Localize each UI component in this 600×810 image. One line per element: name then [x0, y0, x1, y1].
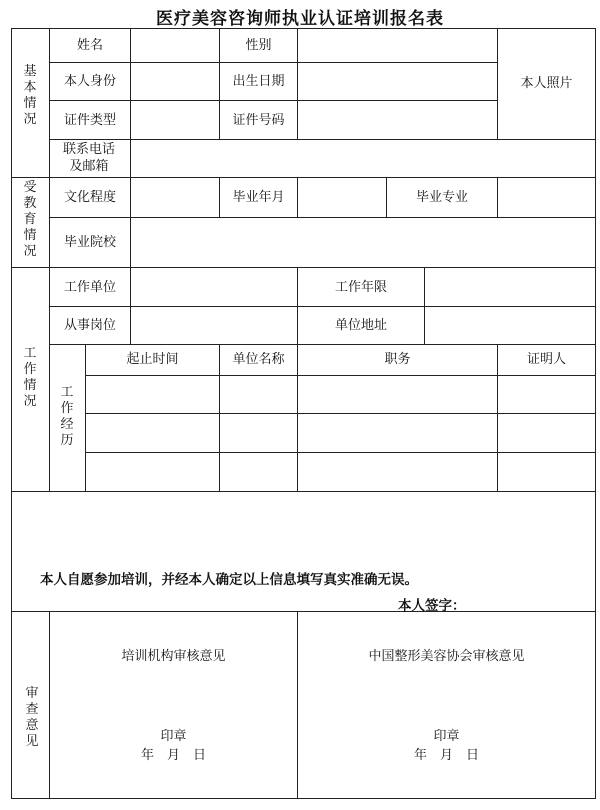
- org-date-label: 年 月 日: [140, 748, 206, 763]
- section-education-label: 受教育情况: [23, 180, 37, 259]
- history-header-position: 职务: [384, 352, 411, 367]
- signature-label: 本人签字：: [398, 598, 466, 614]
- birth-field[interactable]: [298, 63, 497, 100]
- major-label: 毕业专业: [415, 190, 468, 205]
- assoc-review-label: 中国整形美容协会审核意见: [368, 649, 525, 664]
- doc-no-field[interactable]: [298, 101, 497, 139]
- photo-label: 本人照片: [520, 76, 573, 91]
- history-row[interactable]: [86, 453, 595, 491]
- name-label: 姓名: [76, 38, 103, 53]
- education-level-label: 文化程度: [63, 190, 116, 205]
- education-level-field[interactable]: [131, 178, 219, 217]
- work-years-label: 工作年限: [334, 280, 387, 295]
- post-label: 从事岗位: [63, 318, 116, 333]
- work-years-field[interactable]: [425, 268, 595, 306]
- doc-no-label: 证件号码: [232, 113, 285, 128]
- org-seal-label: 印章: [160, 729, 187, 744]
- assoc-date-label: 年 月 日: [413, 748, 479, 763]
- post-field[interactable]: [131, 307, 297, 344]
- birth-label: 出生日期: [232, 74, 285, 89]
- history-header-unit: 单位名称: [232, 352, 285, 367]
- work-history-label: 工作经历: [60, 385, 74, 448]
- address-label: 单位地址: [334, 318, 387, 333]
- grad-date-field[interactable]: [298, 178, 386, 217]
- contact-label: 联系电话及邮箱: [62, 142, 115, 174]
- work-unit-field[interactable]: [131, 268, 297, 306]
- id-label: 本人身份: [63, 74, 116, 89]
- gender-label: 性别: [245, 38, 272, 53]
- school-label: 毕业院校: [63, 235, 116, 250]
- gender-field[interactable]: [298, 29, 497, 62]
- work-unit-label: 工作单位: [63, 280, 116, 295]
- history-header-reference: 证明人: [526, 352, 566, 367]
- doc-type-field[interactable]: [131, 101, 219, 139]
- org-review-label: 培训机构审核意见: [121, 649, 226, 664]
- address-field[interactable]: [425, 307, 595, 344]
- contact-field[interactable]: [131, 140, 595, 177]
- major-field[interactable]: [498, 178, 595, 217]
- declaration-text: 本人自愿参加培训，并经本人确定以上信息填写真实准确无误。: [40, 572, 418, 588]
- form-title: 医疗美容咨询师执业认证培训报名表: [156, 9, 444, 29]
- section-basic-label: 基本情况: [23, 64, 37, 127]
- section-review-label: 审查意见: [25, 686, 39, 749]
- history-header-period: 起止时间: [126, 352, 179, 367]
- name-field[interactable]: [131, 29, 219, 62]
- section-work-label: 工作情况: [23, 346, 37, 409]
- school-field[interactable]: [131, 218, 595, 267]
- grad-date-label: 毕业年月: [232, 190, 285, 205]
- assoc-seal-label: 印章: [433, 729, 460, 744]
- history-row[interactable]: [86, 376, 595, 413]
- history-row[interactable]: [86, 414, 595, 452]
- id-field[interactable]: [131, 63, 219, 100]
- doc-type-label: 证件类型: [63, 113, 116, 128]
